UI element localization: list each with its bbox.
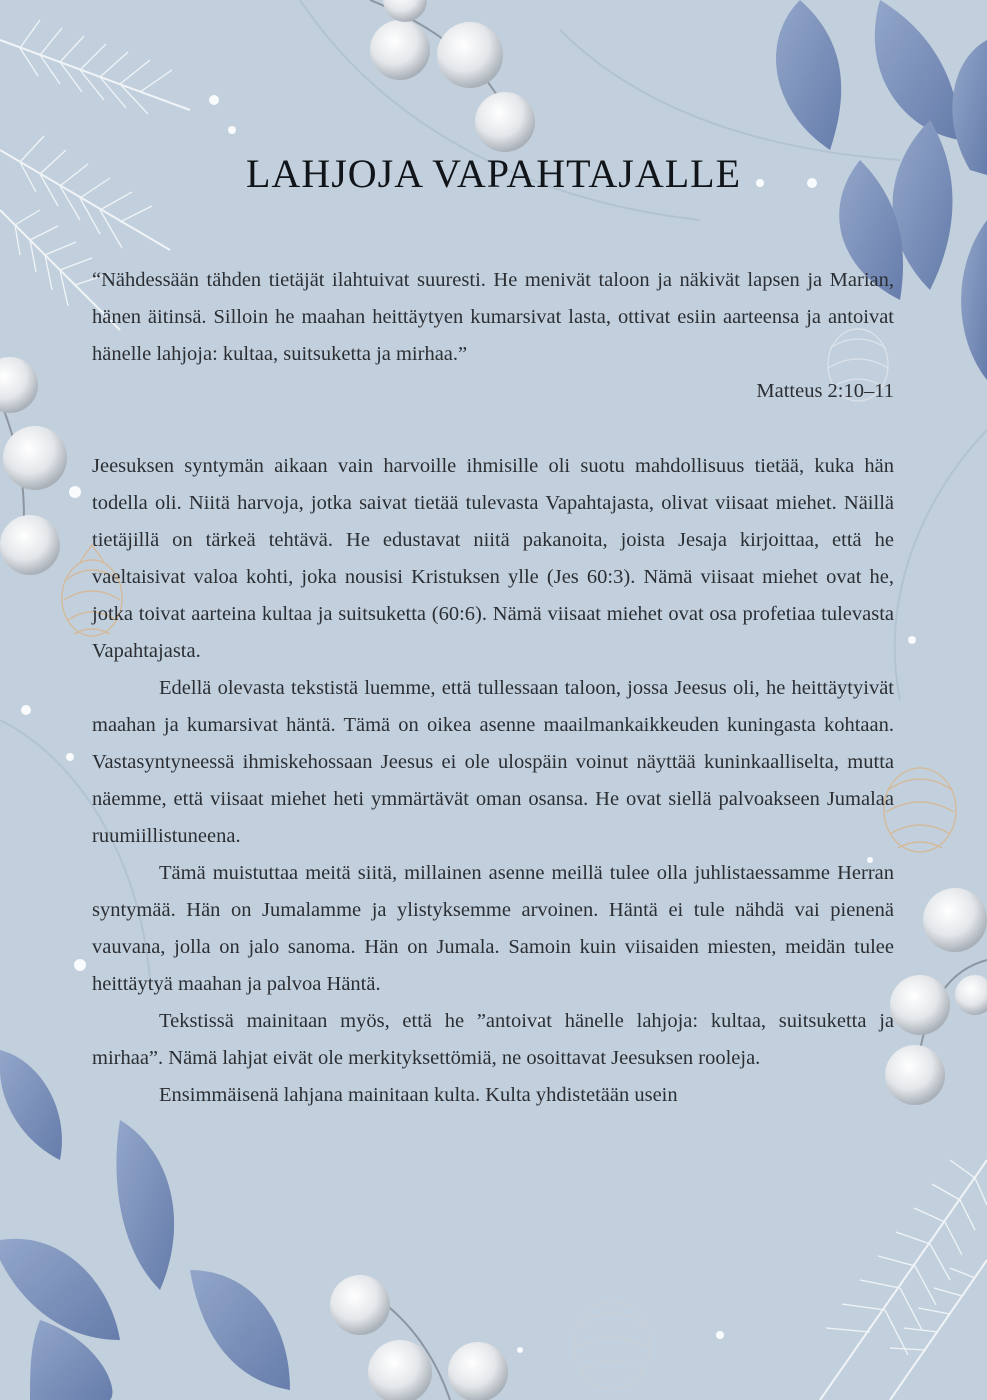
pinecone-bottom: [574, 1301, 650, 1389]
bible-reference: Matteus 2:10–11: [756, 380, 894, 402]
page-title: LAHJOJA VAPAHTAJALLE: [245, 151, 742, 196]
paragraph-3: Tämä muistuttaa meitä siitä, millainen asenne meillä tulee olla juhlistaessamme Herran syntymää. Hän on Jumalamme ja ylistyksemme arvoinen. Häntä ei tule nähdä vai pienenä vauvana, jolla on jalo sanoma. Hän on Jumala. Samoin kuin viisaiden miesten, meidän tulee heittäytyä maahan ja palvoa Häntä.: [92, 862, 894, 995]
berry-cluster-top: [370, 0, 535, 152]
paragraph-2: Edellä olevasta tekstistä luemme, että tullessaan taloon, jossa Jeesus oli, he heittäytyivät maahan ja kumarsivat häntä. Tämä on oikea asenne maailmankaikkeuden kuningasta kohtaan. Vastasyntyneessä ihmiskehossaan Jeesus ei ole ulospäin voinut näyttää kuninkaalliselta, mutta näemme, että viisaat miehet heti ymmärtävät oman osansa. He ovat siellä palvoakseen Jumalaa ruumiillistuneena.: [92, 677, 894, 847]
bible-quote: “Nähdessään tähden tietäjät ilahtuivat suuresti. He menivät taloon ja näkivät lapsen ja Marian, hänen äitinsä. Silloin he maahan heittäytyen kumarsivat lasta, ottivat esiin aarteensa ja antoivat hänelle lahjoja: kultaa, suitsuketta ja mirhaa.”: [92, 269, 894, 365]
pinecone-right: [884, 768, 956, 852]
article-content: [92, 262, 894, 1114]
berry-cluster-bottom: [330, 1275, 508, 1400]
berry-cluster-right: [885, 888, 987, 1105]
paragraph-5: Ensimmäisenä lahjana mainitaan kulta. Kulta yhdistetään usein: [159, 1084, 678, 1106]
paragraph-4: Tekstissä mainitaan myös, että he ”antoivat hänelle lahjoja: kultaa, suitsuketta ja mirhaa”. Nämä lahjat eivät ole merkityksettömiä, ne osoittavat Jeesuksen rooleja.: [92, 1010, 894, 1069]
pine-branch-bottom-right: [820, 1160, 987, 1400]
berry-cluster-left: [0, 357, 67, 575]
article-body: [92, 448, 894, 1114]
paragraph-1: Jeesuksen syntymän aikaan vain harvoille ihmisille oli suotu mahdollisuus tietää, kuka hän todella oli. Niitä harvoja, jotka saivat tietää tulevasta Vapahtajasta, olivat viisaat miehet. Näillä tietäjillä on tärkeä tehtävä. He edustavat niitä pakanoita, joista Jesaja kirjoittaa, että he vaeltaisivat valoa kohti, joka nousisi Kristuksen ylle (Jes 60:3). Nämä viisaat miehet ovat he, jotka toivat aarteina kultaa ja suitsuketta (60:6). Nämä viisaat miehet ovat osa profetiaa tulevasta Vapahtajasta.: [92, 455, 894, 662]
